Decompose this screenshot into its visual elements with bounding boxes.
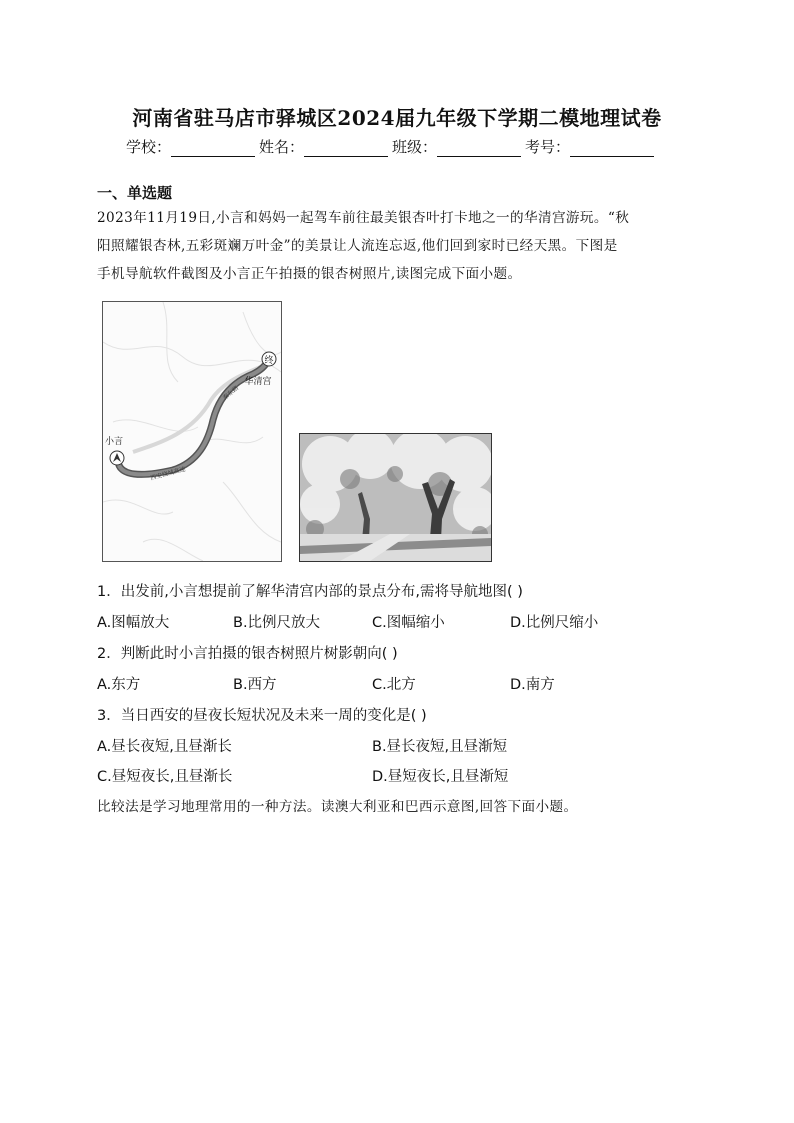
q3-option-b[interactable]: B.昼长夜短,且昼渐短 xyxy=(372,739,508,755)
destination-label: 华清宫 xyxy=(244,377,272,387)
exam-title: 河南省驻马店市驿城区2024届九年级下学期二模地理试卷 xyxy=(132,106,662,130)
student-info-row xyxy=(126,136,658,157)
intro-line: 手机导航软件截图及小言正午拍摄的银杏树照片,读图完成下面小题。 xyxy=(97,266,522,282)
question-number: 1． xyxy=(97,584,121,600)
name-blank[interactable] xyxy=(304,140,388,157)
q2-option-b[interactable]: B.西方 xyxy=(233,677,277,693)
q1-option-d[interactable]: D.比例尺缩小 xyxy=(510,615,599,631)
question-2 xyxy=(97,642,398,663)
exam-number-label: 考号： xyxy=(525,138,571,156)
q3-option-a[interactable]: A.昼长夜短,且昼渐长 xyxy=(97,739,232,755)
q3-option-d[interactable]: D.昼短夜长,且昼渐短 xyxy=(372,769,509,785)
road-upper-label: 秦东路 xyxy=(221,384,241,402)
class-label: 班级： xyxy=(392,138,438,156)
intro-paragraph xyxy=(97,204,707,288)
question-1 xyxy=(97,580,523,601)
outro-paragraph: 比较法是学习地理常用的一种方法。读澳大利亚和巴西示意图,回答下面小题。 xyxy=(97,799,578,815)
q2-option-d[interactable]: D.南方 xyxy=(510,677,555,693)
q1-option-c[interactable]: C.图幅缩小 xyxy=(372,615,445,631)
question-text: 判断此时小言拍摄的银杏树照片树影朝向( ) xyxy=(120,646,398,662)
question-number: 3． xyxy=(97,708,121,724)
question-number: 2． xyxy=(97,646,121,662)
question-text: 当日西安的昼夜长短状况及未来一周的变化是( ) xyxy=(120,708,427,724)
ginkgo-photo-graphic xyxy=(300,434,491,561)
school-blank[interactable] xyxy=(171,140,255,157)
road-lower-label: 西安绕城高速 xyxy=(149,465,187,482)
navigation-map xyxy=(102,301,282,562)
q2-option-c[interactable]: C.北方 xyxy=(372,677,416,693)
exam-number-blank[interactable] xyxy=(570,140,654,157)
q1-option-b[interactable]: B.比例尺放大 xyxy=(233,615,321,631)
intro-line: 2023年11月19日,小言和妈妈一起驾车前往最美银杏叶打卡地之一的华清宫游玩。“秋 xyxy=(97,210,630,226)
navigation-map-graphic xyxy=(103,302,281,561)
school-label: 学校： xyxy=(126,138,172,156)
ginkgo-photo xyxy=(299,433,492,562)
class-blank[interactable] xyxy=(437,140,521,157)
question-3 xyxy=(97,704,427,725)
q2-option-a[interactable]: A.东方 xyxy=(97,677,141,693)
q1-option-a[interactable]: A.图幅放大 xyxy=(97,615,170,631)
end-marker-label: 终 xyxy=(264,356,274,366)
question-text: 出发前,小言想提前了解华清宫内部的景点分布,需将导航地图( ) xyxy=(120,584,523,600)
q3-option-c[interactable]: C.昼短夜长,且昼渐长 xyxy=(97,769,233,785)
intro-line: 阳照耀银杏林,五彩斑斓万叶金”的美景让人流连忘返,他们回到家时已经天黑。下图是 xyxy=(97,238,618,254)
start-label: 小言 xyxy=(105,437,124,447)
section-heading: 一、单选题 xyxy=(97,184,173,202)
name-label: 姓名： xyxy=(259,138,305,156)
